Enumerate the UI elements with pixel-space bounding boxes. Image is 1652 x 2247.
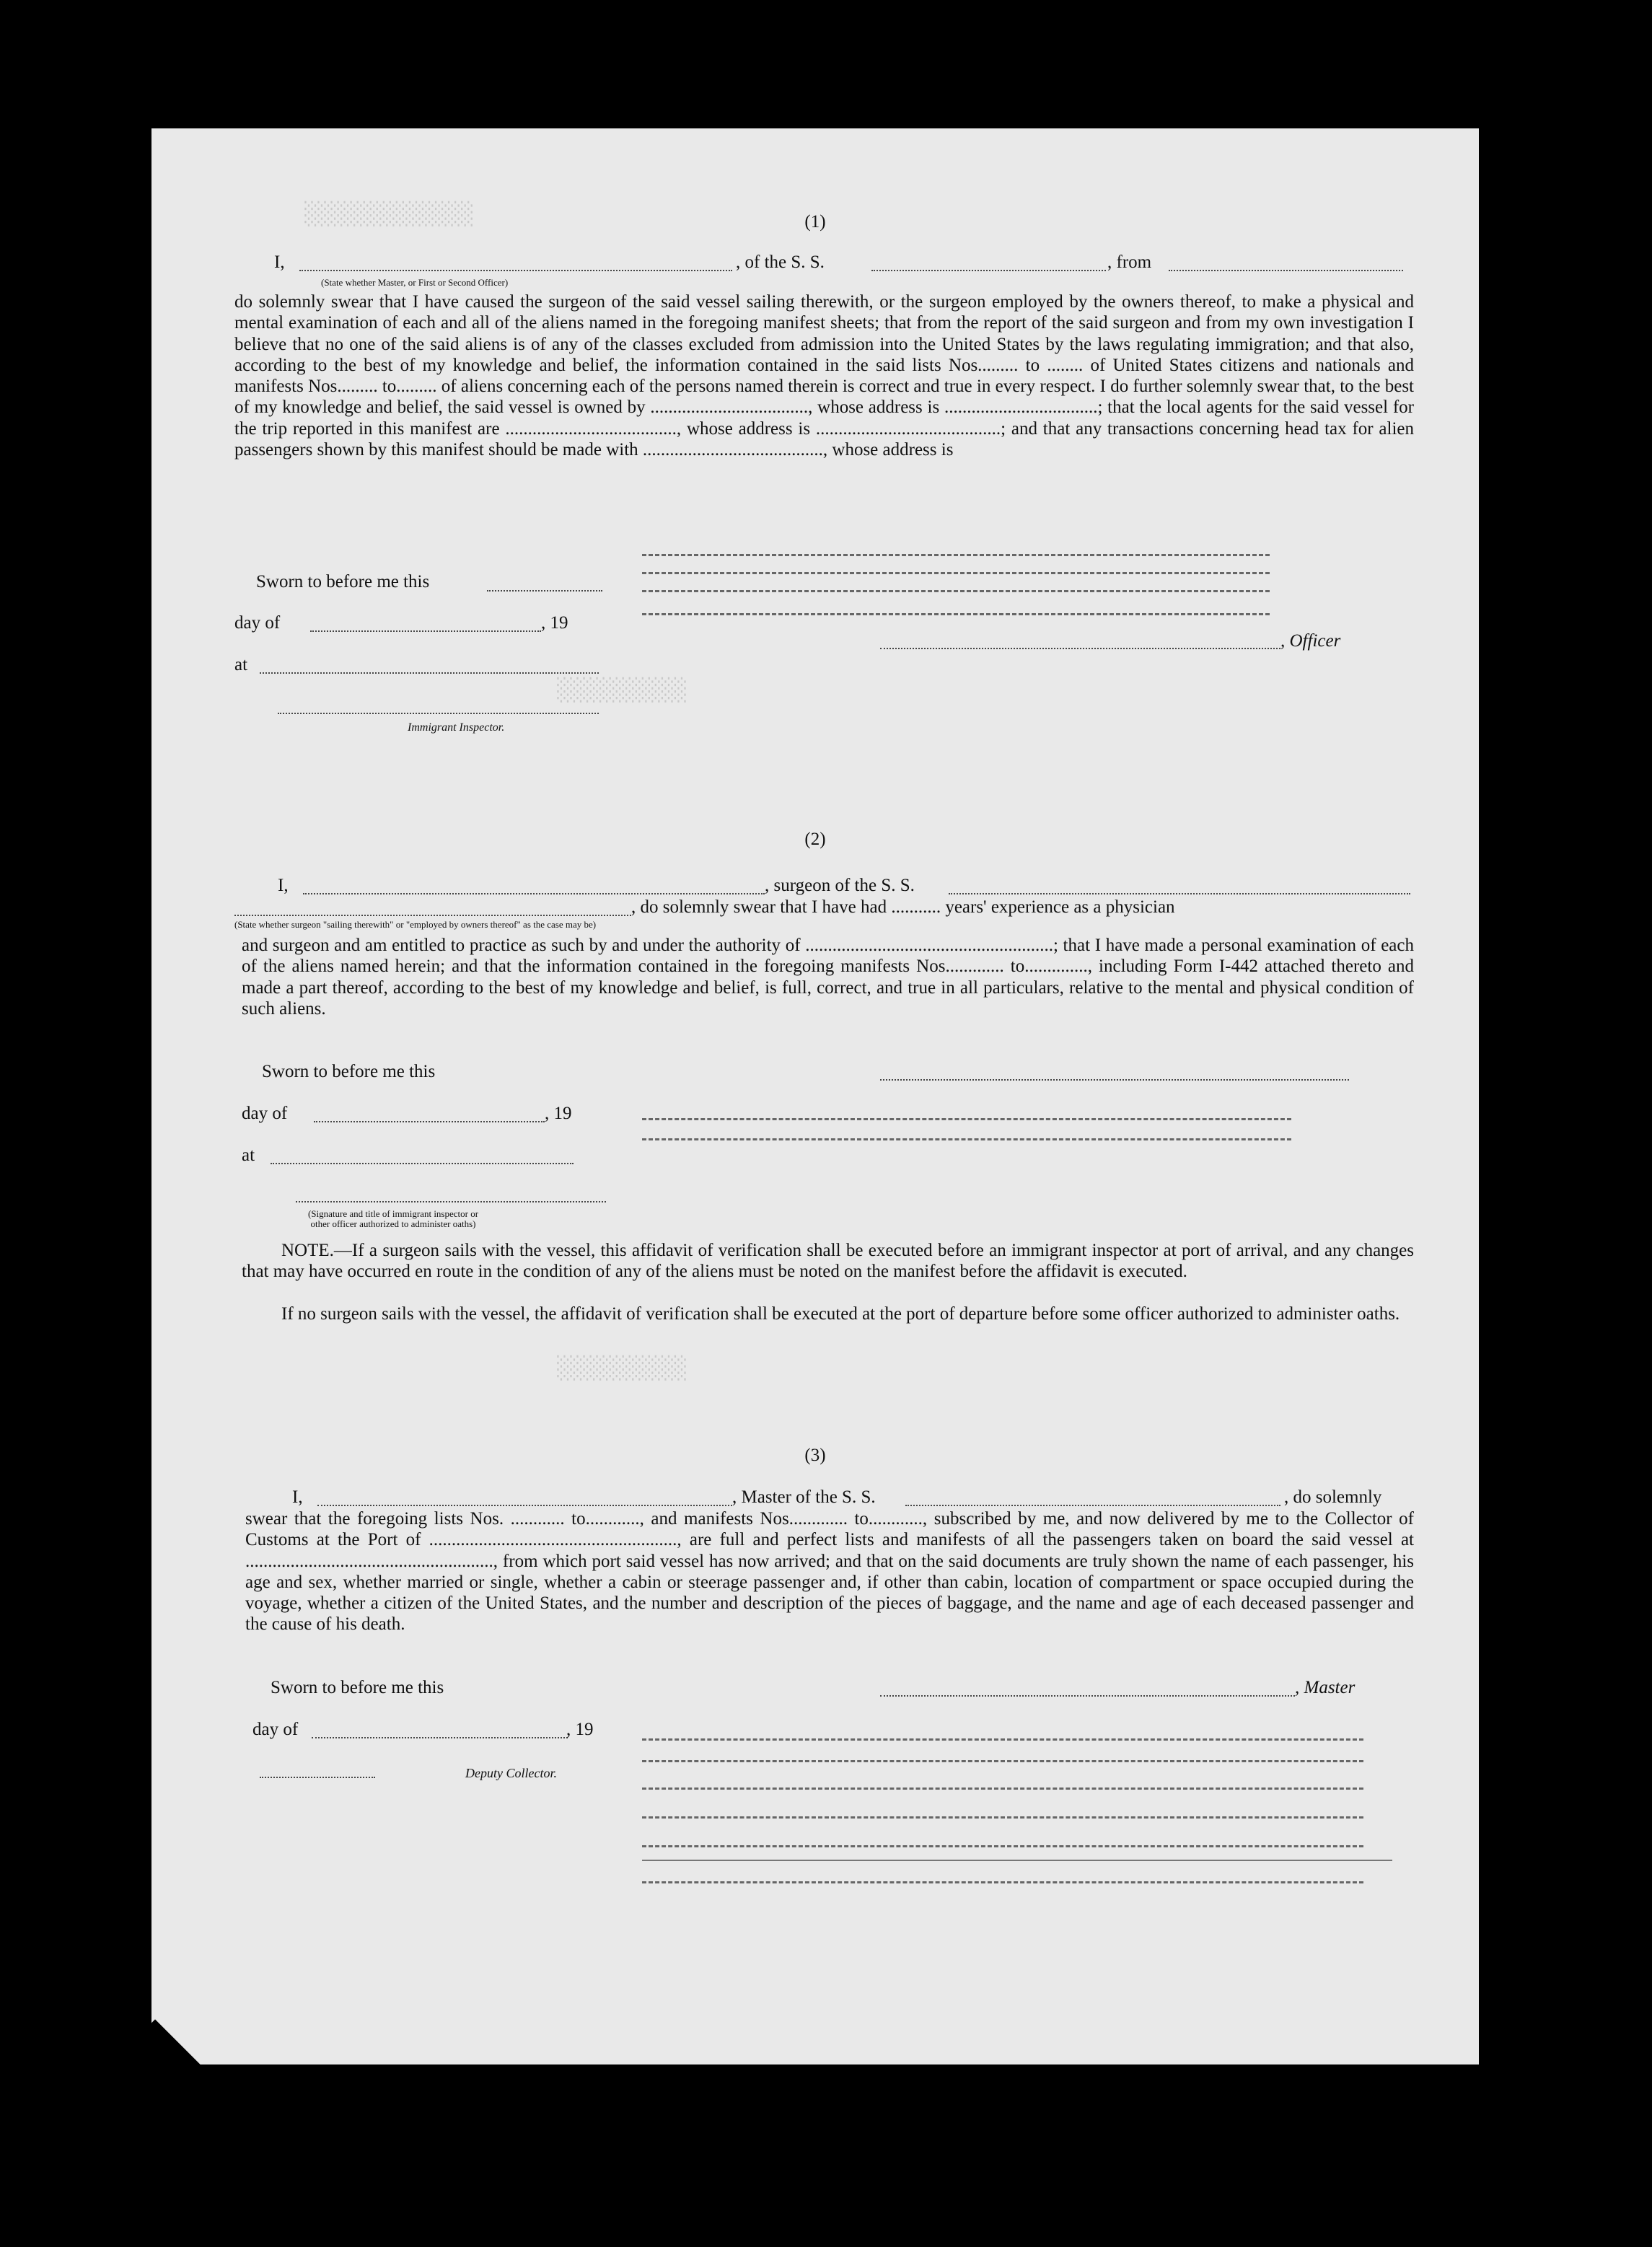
section-1-inspector: Immigrant Inspector. <box>408 721 505 734</box>
inspector-signature-line <box>296 1201 606 1202</box>
inspector-signature-line <box>278 713 599 714</box>
section-1-body: do solemnly swear that I have caused the surgeon of the said vessel sailing therewith, or the surgeon employed by the owners thereof, to make a physical and mental examination of each and all of the aliens named in the foregoing manifest sheets; that from the report of the said surgeon and from my own investigation I believe that no one of the said aliens is of any of the classes excluded from admission into the United States by the laws regulating immigration; and that also, according to the best of my knowledge and belief, the information contained in the said lists Nos......... to ........ of United States citizens and nationals and manifests Nos......... to......... of aliens concerning each of the persons named therein is correct and true in every respect. I do further solemnly swear that, to the best of my knowledge and belief, the said vessel is owned by ..................................., whose address is ..................................; that the local agents for the said vessel for the trip reported in this manifest are ......................................, whose address is .........................................; and that any transactions concerning head tax for alien passengers shown by this manifest should be made with ........................................, whose address is <box>234 292 1414 460</box>
struck-line <box>642 1118 1291 1120</box>
manifest-sheet <box>151 128 1479 2064</box>
section-1-caption: (State whether Master, or First or Second Officer) <box>321 277 509 288</box>
section-3-day-of: day of <box>252 1720 299 1739</box>
section-1-officer: , Officer <box>1280 631 1341 651</box>
section-2-surgeon: , surgeon of the S. S. <box>765 876 915 895</box>
officer-signature-line <box>880 648 1280 649</box>
fill-line <box>271 1163 574 1164</box>
fill-line <box>234 915 631 916</box>
struck-line <box>642 1816 1363 1819</box>
struck-line <box>642 1845 1363 1847</box>
divider-line <box>642 1860 1392 1861</box>
bleed-through-text: ░░░░░░░░░░░░░ <box>303 201 473 226</box>
section-1-day-of: day of <box>234 613 281 633</box>
section-2-at: at <box>242 1146 255 1165</box>
fill-line <box>260 672 599 674</box>
fill-line <box>487 590 602 592</box>
struck-line <box>642 590 1270 592</box>
section-2-sworn: Sworn to before me this <box>262 1062 436 1081</box>
section-1-of-ss: , of the S. S. <box>736 252 825 272</box>
section-1-at: at <box>234 655 248 674</box>
fill-line <box>310 630 541 632</box>
section-3-year: , 19 <box>566 1720 594 1739</box>
fill-line <box>1169 270 1403 271</box>
section-2-note2: If no surgeon sails with the vessel, the affidavit of verification shall be executed at the port of departure before some officer authorized to administer oaths. <box>281 1304 1400 1324</box>
collector-signature-line <box>260 1777 375 1778</box>
section-2-year: , 19 <box>545 1104 572 1123</box>
section-2-line2: , do solemnly swear that I have had ........... years' experience as a physician <box>631 897 1175 917</box>
section-2-number: (2) <box>804 830 826 849</box>
section-3-number: (3) <box>804 1446 826 1465</box>
struck-line <box>642 1760 1363 1762</box>
fill-line <box>905 1505 1280 1506</box>
fill-line <box>317 1505 732 1506</box>
fill-line <box>871 270 1106 271</box>
section-3-master: , Master of the S. S. <box>732 1487 876 1507</box>
section-1-from: , from <box>1107 252 1152 272</box>
section-3-i: I, <box>292 1487 303 1507</box>
section-2-i: I, <box>278 876 289 895</box>
fill-line <box>299 270 732 271</box>
bleed-through-text: ░░░░░░░░░░ <box>555 677 686 702</box>
struck-line <box>642 1138 1291 1140</box>
section-2-sig-caption: (Signature and title of immigrant inspector or other officer authorized to administer oaths) <box>307 1208 479 1229</box>
section-2-caption: (State whether surgeon "sailing therewith" or "employed by owners thereof" as the case may be) <box>234 919 597 930</box>
section-3-master-title: , Master <box>1295 1678 1356 1697</box>
fill-line <box>303 893 765 894</box>
section-1-sworn: Sworn to before me this <box>256 572 430 592</box>
bleed-through-text: ░░░░░░░░░░ <box>555 1355 686 1380</box>
fill-line <box>949 893 1410 894</box>
section-1-number: (1) <box>804 212 826 232</box>
section-3-sworn: Sworn to before me this <box>271 1678 444 1697</box>
section-3-swear: , do solemnly <box>1284 1487 1382 1507</box>
section-1-i: I, <box>274 252 285 272</box>
struck-line <box>642 554 1270 556</box>
struck-line <box>642 1788 1363 1790</box>
section-2-day-of: day of <box>242 1104 288 1123</box>
section-2-note: NOTE.—If a surgeon sails with the vessel, this affidavit of verification shall be executed before an immigrant inspector at port of arrival, and any changes that may have occurred en route in the condition of any of the aliens must be noted on the manifest before the affidavit is executed. <box>242 1241 1414 1282</box>
struck-line <box>642 613 1270 615</box>
officer-signature-line <box>880 1079 1349 1081</box>
fill-line <box>314 1121 545 1122</box>
torn-corner <box>151 2019 201 2064</box>
section-3-collector: Deputy Collector. <box>465 1766 557 1780</box>
section-1-year: , 19 <box>541 613 568 633</box>
fill-line <box>312 1737 568 1738</box>
struck-line <box>642 1738 1363 1741</box>
section-2-body: and surgeon and am entitled to practice as such by and under the authority of .......................................................; that I have made a personal examination of each of the aliens named herein; and that the information contained in the foregoing manifests Nos............. to.............., including Form I-442 attached thereto and made a part thereof, according to the best of my knowledge and belief, is full, correct, and true in all particulars, relative to the mental and physical condition of such aliens. <box>242 936 1414 1019</box>
struck-line <box>642 572 1270 574</box>
section-3-body: swear that the foregoing lists Nos. ............ to............, and manifests Nos............. to............, subscribed by me, and now delivered by me to the Collector of Customs at the Port of ......................................................., are full and perfect lists and manifests of all the passengers taken on board the said vessel at ......................................................., from which port said vessel has now arrived; and that on the said documents are truly shown the name of each passenger, his age and sex, whether married or single, whether a cabin or steerage passenger and, if other than cabin, location of compartment or space occupied during the voyage, whether a citizen of the United States, and the number and description of the pieces of baggage, and the name and age of each deceased passenger and the cause of his death. <box>245 1509 1414 1635</box>
master-signature-line <box>880 1695 1295 1697</box>
struck-line <box>642 1881 1363 1883</box>
